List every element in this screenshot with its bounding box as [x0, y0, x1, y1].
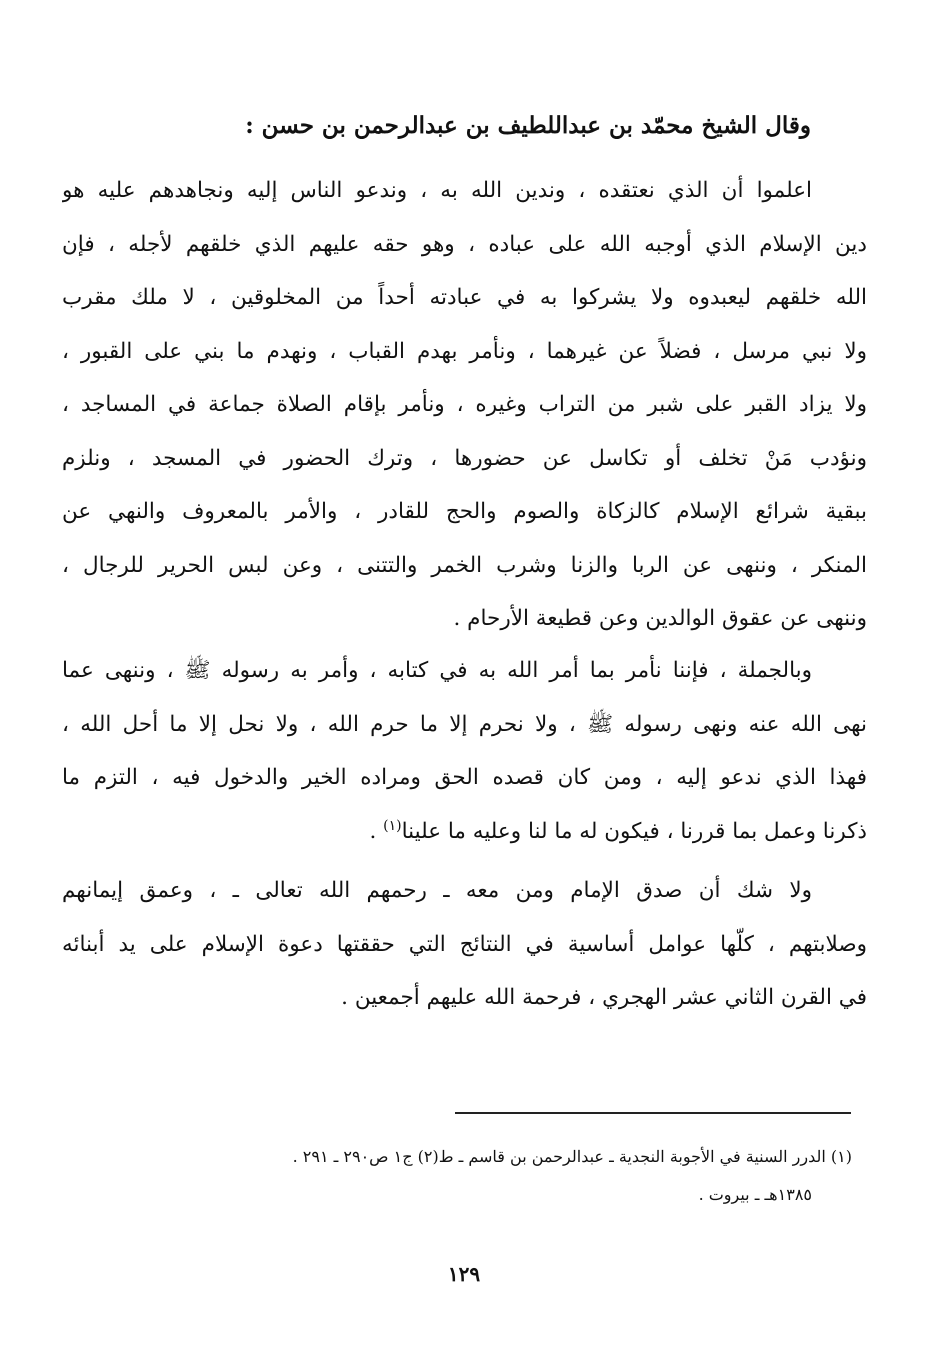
paragraph-line: ولا شك أن صدق الإمام ومن معه ـ رحمهم الله تعالى ـ ، وعمق إيمانهم: [62, 878, 812, 903]
page-number: ١٢٩: [447, 1262, 481, 1286]
footnote-reference: (١): [383, 817, 402, 834]
paragraph-line: نهى الله عنه ونهى رسوله ﷺ ، ولا نحرم إلا ما حرم الله ، ولا نحل إلا ما أحل الله ،: [62, 711, 867, 737]
paragraph-line: ببقية شرائع الإسلام كالزكاة والصوم والحج للقادر ، والأمر بالمعروف والنهي عن: [62, 499, 867, 524]
paragraph-line: ولا نبي مرسل ، فضلاً عن غيرهما ، ونأمر بهدم القباب ، ونهدم ما بني على القبور ،: [62, 338, 867, 364]
paragraph-line: وننهى عن عقوق الوالدين وعن قطيعة الأرحام .: [453, 606, 867, 631]
paragraph-3: [62, 864, 867, 1025]
footnote: [62, 1138, 852, 1214]
paragraph-line: فهذا الذي ندعو إليه ، ومن كان قصده الحق ومراده الخير والدخول فيه ، التزم ما: [62, 765, 867, 790]
paragraph-line: ونؤدب مَنْ تخلف أو تكاسل عن حضورها ، وترك الحضور في المسجد ، ونلزم: [62, 445, 867, 471]
footnote-line: (١) الدرر السنية في الأجوبة النجدية ـ عبدالرحمن بن قاسم ـ ط(٢) ج١ ص٢٩٠ ـ ٢٩١ .: [292, 1147, 852, 1166]
paragraph-line: في القرن الثاني عشر الهجري ، فرحمة الله عليهم أجمعين .: [341, 985, 867, 1010]
paragraph-line: الله خلقهم ليعبدوه ولا يشركوا به في عبادته أحداً من المخلوقين ، لا ملك مقرب: [62, 285, 867, 310]
paragraph-line-text: ذكرنا وعمل بما قررنا ، فيكون له ما لنا وعليه ما علينا: [401, 818, 867, 844]
paragraph-line: ولا يزاد القبر على شبر من التراب وغيره ، ونأمر بإقام الصلاة جماعة في المساجد ،: [62, 392, 867, 417]
paragraph-line: اعلموا أن الذي نعتقده ، وندين الله به ، وندعو الناس إليه ونجاهدهم عليه هو: [62, 178, 812, 203]
paragraph-1: [62, 164, 867, 646]
footnote-divider: [455, 1112, 851, 1114]
paragraph-line: المنكر ، وننهى عن الربا والزنا وشرب الخمر والتتنى ، وعن لبس الحرير للرجال ،: [62, 552, 867, 578]
paragraph-line-end: .: [369, 818, 384, 844]
paragraph-line: دين الإسلام الذي أوجبه الله على عباده ، وهو حقه عليهم الذي خلقهم لأجله ، فإن: [62, 231, 867, 257]
paragraph-line: [62, 805, 867, 859]
paragraph-line: وبالجملة ، فإننا نأمر بما أمر الله به في كتابه ، وأمر به رسوله ﷺ ، وننهى عما: [62, 658, 812, 683]
paragraph-line: وصلابتهم ، كلّها عوامل أساسية في النتائج التي حققتها دعوة الإسلام على يد أبنائه: [62, 931, 867, 957]
footnote-line: ١٣٨٥هـ ـ بيروت .: [698, 1185, 812, 1204]
paragraph-2: [62, 644, 867, 858]
section-heading: وقال الشيخ محمّد بن عبداللطيف بن عبدالرحمن بن حسن :: [245, 112, 811, 139]
